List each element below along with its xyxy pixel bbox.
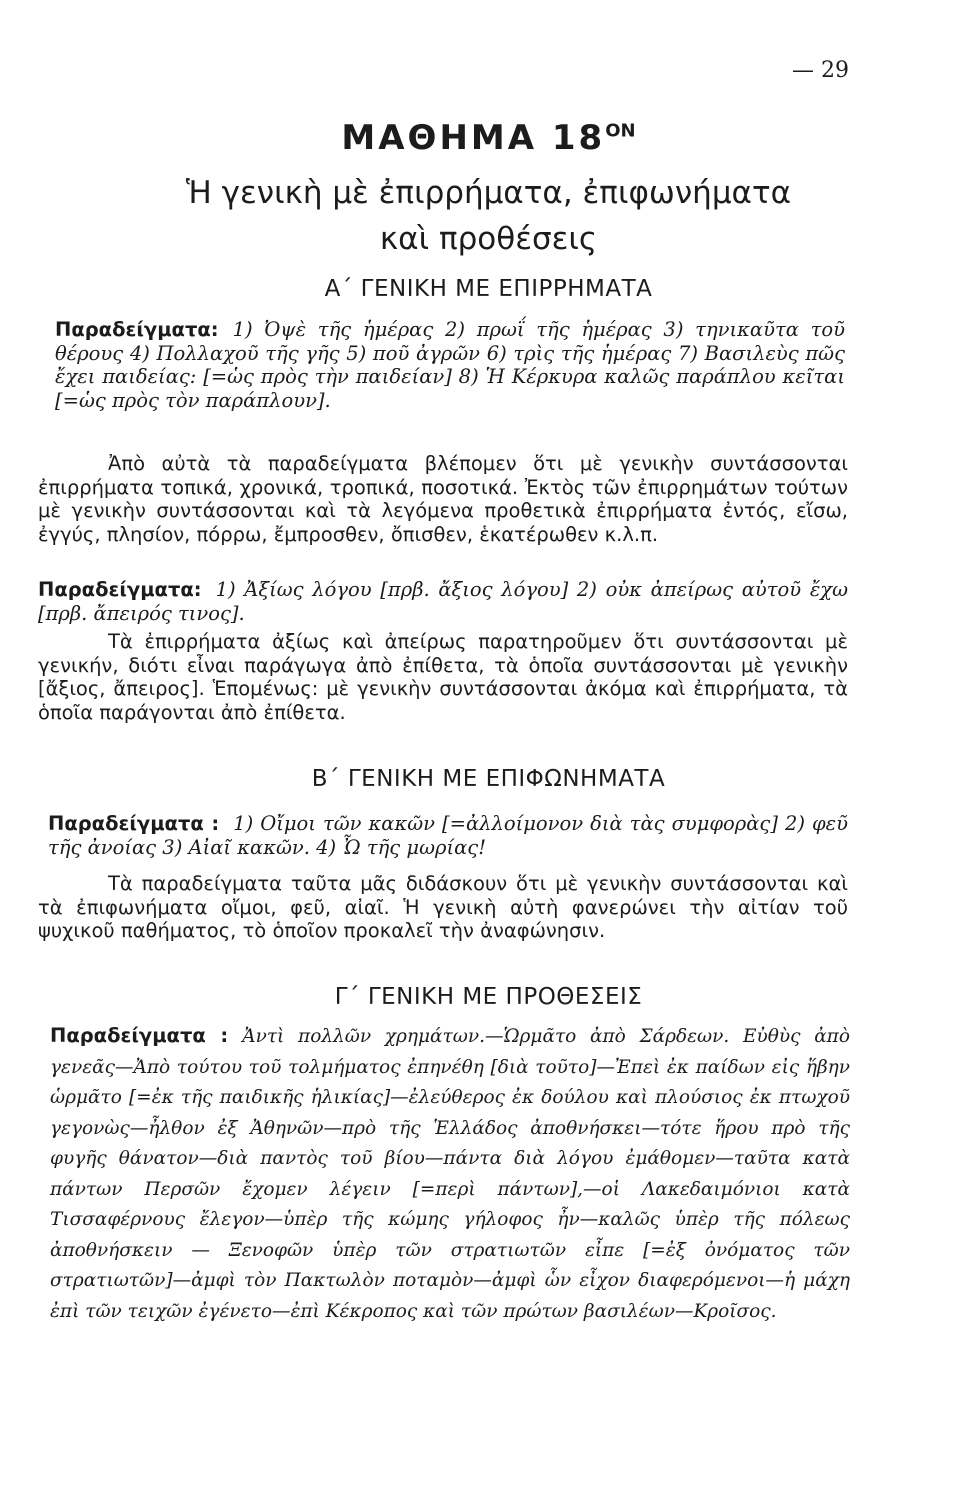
section-c-heading: Γ΄ ΓΕΝΙΚΗ ΜΕ ΠΡΟΘΕΣΕΙΣ xyxy=(334,984,643,1010)
lesson-title-text: ΜΑΘΗΜΑ 18 xyxy=(341,118,606,158)
section-a-examples-label: Παραδείγματα: xyxy=(55,318,219,341)
section-a-examples2-label: Παραδείγματα: xyxy=(38,578,202,601)
section-a-examples-text: 1) Ὀψὲ τῆς ἡμέρας 2) πρωΐ τῆς ἡμέρας 3) τηνικαῦτα τοῦ θέρους 4) Πολλαχοῦ τῆς γῆς 5) ποῦ ἀγρῶν 6) τρὶς τῆς ἡμέρας 7) Βασιλεὺς πῶς ἔχει παιδείας: [=ὡς πρὸς τὴν παιδείαν] 8) Ἡ Κέρκυρα καλῶς παράπλου κεῖται [=ὡς πρὸς τὸν παράπλουν]. xyxy=(55,318,845,412)
section-a-examples2 xyxy=(38,578,848,625)
section-b-examples xyxy=(48,812,848,859)
lesson-subtitle-line2: καὶ προθέσεις xyxy=(379,221,598,257)
section-a-examples xyxy=(55,318,845,412)
section-b-heading: Β΄ ΓΕΝΙΚΗ ΜΕ ΕΠΙΦΩΝΗΜΑΤΑ xyxy=(311,766,666,792)
section-a-heading: Α΄ ΓΕΝΙΚΗ ΜΕ ΕΠΙΡΡΗΜΑΤΑ xyxy=(324,276,653,302)
lesson-subtitle-line1: Ἡ γενικὴ μὲ ἐπιρρήματα, ἐπιφωνήματα xyxy=(185,175,792,211)
lesson-title-suffix: ΟΝ xyxy=(605,120,636,142)
lesson-title xyxy=(0,118,977,158)
section-c-examples-text: Ἀντὶ πολλῶν χρημάτων.—Ὡρμᾶτο ἀπὸ Σάρδεων. Εὐθὺς ἀπὸ γενεᾶς—Ἀπὸ τούτου τοῦ τολμήματος ἐπηνέθη [διὰ τοῦτο]—Ἐπεὶ ἐκ παίδων εἰς ἥβην ὡρμᾶτο [=ἐκ τῆς παιδικῆς ἡλικίας]—ἐλεύθερος ἐκ δούλου καὶ πλούσιος ἐκ πτωχοῦ γεγονὼς—ἦλθον ἐξ Ἀθηνῶν—πρὸ τῆς Ἑλλάδος ἀποθνήσκει—τότε ἥρου πρὸ τῆς φυγῆς θάνατον—διὰ παντὸς τοῦ βίου—πάντα διὰ λόγου ἐμάθομεν—ταῦτα κατὰ πάντων Περσῶν ἔχομεν λέγειν [=περὶ πάντων],—οἱ Λακεδαιμόνιοι κατὰ Τισσαφέρνους ἔλεγον—ὑπὲρ τῆς κώμης γήλοφος ἦν—καλῶς ὑπὲρ τῆς πόλεως ἀποθνήσκειν — Ξενοφῶν ὑπὲρ τῶν στρατιωτῶν εἶπε [=ἐξ ὀνόματος τῶν στρατιωτῶν]—ἀμφὶ τὸν Πακτωλὸν ποταμὸν—ἀμφὶ ὧν εἶχον διαφερόμενοι—ἡ μάχη ἐπὶ τῶν τειχῶν ἐγένετο—ἐπὶ Κέκροπος καὶ τῶν πρώτων βασιλέων—Κροῖσος. xyxy=(50,1026,850,1322)
section-a-explanation: Ἀπὸ αὐτὰ τὰ παραδείγματα βλέπομεν ὅτι μὲ γενικὴν συντάσσονται ἐπιρρήματα τοπικά, χρονικά, τροπικά, ποσοτικά. Ἐκτὸς τῶν ἐπιρρημάτων τούτων μὲ γενικὴν συντάσσονται καὶ τὰ λεγόμενα προθετικὰ ἐπιρρήματα ἐντός, εἴσω, ἐγγύς, πλησίον, πόρρω, ἔμπροσθεν, ὄπισθεν, ἑκατέρωθεν κ.λ.π. xyxy=(38,452,848,546)
section-b-examples-text: 1) Οἴμοι τῶν κακῶν [=ἀλλοίμονον διὰ τὰς συμφορὰς] 2) φεῦ τῆς ἀνοίας 3) Αἰαῖ κακῶν. 4) Ὦ τῆς μωρίας! xyxy=(48,812,848,859)
section-c-examples-label: Παραδείγματα : xyxy=(50,1024,229,1047)
section-b-examples-label: Παραδείγματα : xyxy=(48,812,220,835)
section-a-examples2-text: 1) Ἀξίως λόγου [πρβ. ἄξιος λόγου] 2) οὐκ ἀπείρως αὐτοῦ ἔχω [πρβ. ἄπειρός τινος]. xyxy=(38,578,848,625)
section-a-explanation2: Τὰ ἐπιρρήματα ἀξίως καὶ ἀπείρως παρατηροῦμεν ὅτι συντάσσονται μὲ γενικήν, διότι εἶναι παράγωγα ἀπὸ ἐπίθετα, τὰ ὁποῖα συντάσσονται μὲ γενικὴν [ἄξιος, ἄπειρος]. Ἑπομένως: μὲ γενικὴν συντάσσονται ἀκόμα καὶ ἐπιρρήματα, τὰ ὁποῖα παράγονται ἀπὸ ἐπίθετα. xyxy=(38,630,848,724)
section-b-explanation: Τὰ παραδείγματα ταῦτα μᾶς διδάσκουν ὅτι μὲ γενικὴν συντάσσονται καὶ τὰ ἐπιφωνήματα οἴμοι, φεῦ, αἰαῖ. Ἡ γενικὴ αὐτὴ φανερώνει τὴν αἰτίαν τοῦ ψυχικοῦ παθήματος, τὸ ὁποῖον προκαλεῖ τὴν ἀναφώνησιν. xyxy=(38,872,848,942)
page-number: — 29 xyxy=(792,58,849,83)
section-c-examples xyxy=(50,1022,850,1327)
